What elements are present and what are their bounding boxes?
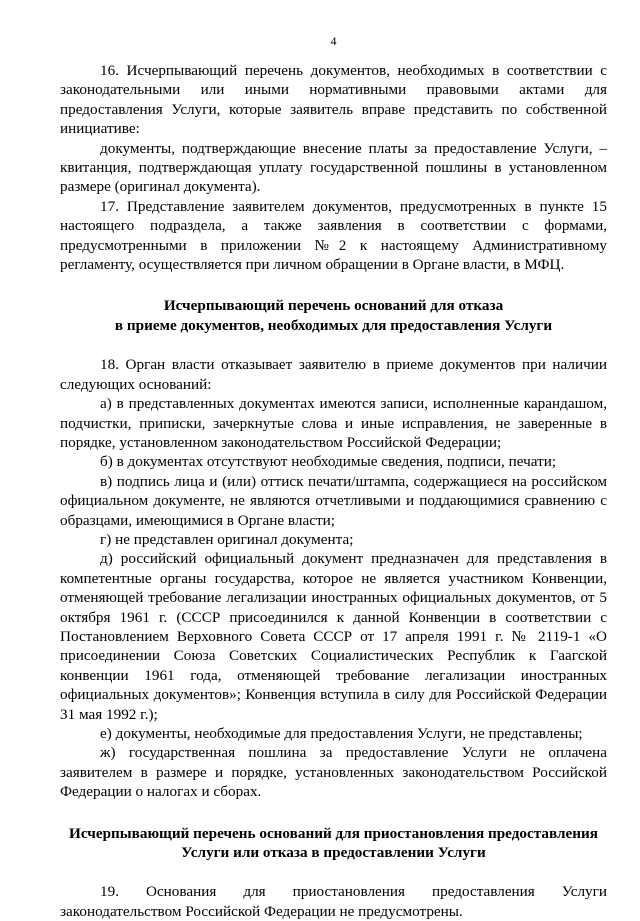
section-title-suspension-refusal (60, 824, 607, 863)
list-item-zh: ж) государственная пошлина за предоставление Услуги не оплачена заявителем в размере и порядке, установленных законодательством Российской Федерации о налогах и сборах. (60, 744, 607, 801)
section-title-line: Услуги или отказа в предоставлении Услуги (181, 844, 486, 862)
list-item-v: в) подпись лица и (или) оттиск печати/штампа, содержащиеся на российском официальном документе, не являются отчетливыми и поддающимися сравнению с образцами, имеющимися в Органе власти; (60, 472, 607, 529)
list-item-b: б) в документах отсутствуют необходимые сведения, подписи, печати; (100, 453, 557, 471)
paragraph-16-documents: документы, подтверждающие внесение платы за предоставление Услуги, – квитанция, подтверждающая уплату государственной пошлины в установленном размере (оригинал документа). (60, 139, 607, 196)
section-title-refusal-acceptance (60, 296, 607, 335)
list-item-g: г) не представлен оригинал документа; (100, 530, 354, 548)
list-item-a: а) в представленных документах имеются записи, исполненные карандашом, подчистки, приписки, зачеркнутые слова и иные исправления, не заверенные в порядке, установленном законодательством Российской Федерации; (60, 395, 607, 451)
list-item-e: е) документы, необходимые для предоставления Услуги, не представлены; (100, 725, 583, 742)
page-number: 4 (330, 34, 337, 48)
section-title-line: Исчерпывающий перечень оснований для отказа (163, 297, 504, 315)
paragraph-17: 17. Представление заявителем документов, предусмотренных в пункте 15 настоящего подраздела, а также заявления в соответствии с формами, предусмотренными в приложении №2 к настоящему Административному регламенту, осуществляется при личном обращении в Органе власти, в МФЦ. (60, 197, 607, 274)
section-title-line: Исчерпывающий перечень оснований для приостановления предоставления (69, 824, 598, 842)
paragraph-18: 18. Орган власти отказывает заявителю в приеме документов при наличии следующих оснований: (60, 356, 607, 393)
section-title-line: в приеме документов, необходимых для предоставления Услуги (114, 316, 553, 334)
paragraph-16: 16. Исчерпывающий перечень документов, необходимых в соответствии с законодательными или иными нормативными правовыми актами для предоставления Услуги, которые заявитель вправе представить по собственной инициативе: (60, 62, 607, 138)
list-item-d: д) российский официальный документ предназначен для представления в компетентные органы государства, которое не является участником Конвенции, отменяющей требование легализации иностранных официальных документов, от 5 октября 1961 г. (СССР присоединился к данной Конвенции в соответствии с Постановлением Верховного Совета СССР от 17 апреля 1991 г. № 2119-1 «О присоединении Союза Советских Социалистических Республик к Гаагской конвенции 1961 года, отменяющей требование легализации иностранных официальных документов»; Конвенция вступила в силу для Российской Федерации 31 мая 1992 г.); (60, 550, 607, 723)
paragraph-19: 19. Основания для приостановления предоставления Услуги законодательством Российской Федерации не предусмотрены. (60, 883, 607, 920)
